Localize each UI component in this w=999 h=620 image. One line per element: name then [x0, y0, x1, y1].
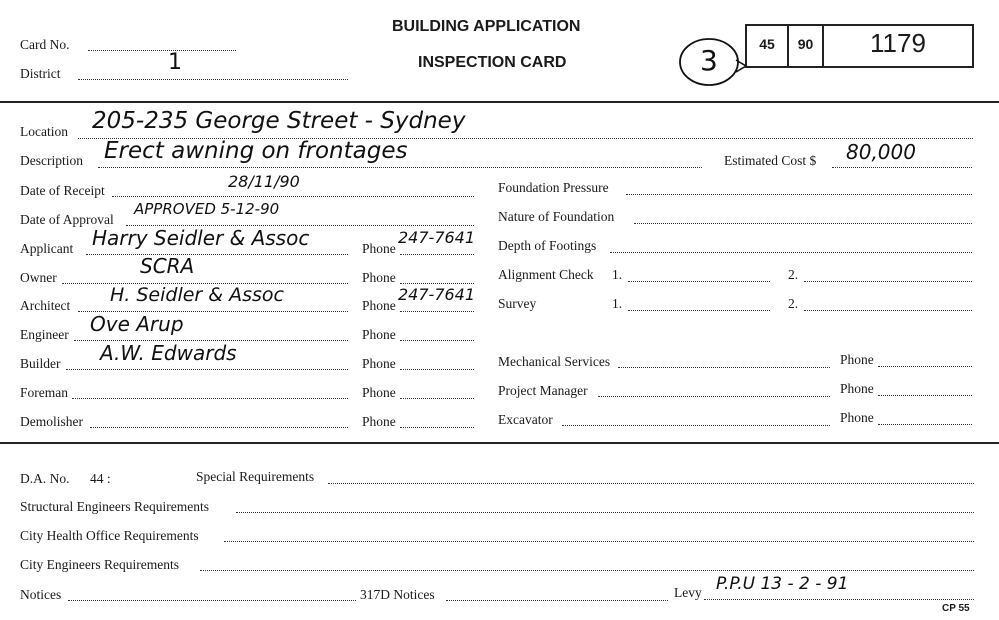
form-code: CP 55 [942, 603, 970, 614]
location-value: 205-235 George Street - Sydney [92, 108, 466, 134]
nature-foundation-label: Nature of Foundation [498, 209, 615, 224]
applicant-value: Harry Seidler & Assoc [92, 226, 310, 250]
applicant-line[interactable] [86, 254, 348, 255]
owner-phone-label: Phone [362, 270, 396, 285]
owner-value: SCRA [140, 254, 195, 278]
excavator-label: Excavator [498, 412, 553, 427]
builder-phone-line[interactable] [400, 369, 474, 370]
demolisher-phone-label: Phone [362, 414, 396, 429]
box-field-b: 90 [797, 36, 814, 52]
nature-foundation-line[interactable] [634, 223, 972, 224]
box-field-a: 45 [759, 36, 775, 52]
demolisher-label: Demolisher [20, 414, 83, 429]
owner-phone-line[interactable] [400, 283, 474, 284]
da-no-label: D.A. No. [20, 471, 70, 486]
survey-2-label: 2. [788, 296, 799, 311]
description-label: Description [20, 153, 83, 168]
applicant-phone-label: Phone [362, 241, 396, 256]
district-label: District [20, 66, 61, 81]
notices-line[interactable] [68, 600, 356, 601]
architect-phone-value: 247-7641 [398, 285, 476, 304]
excavator-phone-line[interactable] [878, 424, 972, 425]
box-card-number: 1179 [870, 28, 926, 58]
card-no-line[interactable] [88, 50, 236, 51]
architect-phone-label: Phone [362, 298, 396, 313]
survey-1-label: 1. [612, 296, 623, 311]
project-manager-label: Project Manager [498, 383, 588, 398]
applicant-phone-line[interactable] [400, 254, 474, 255]
survey-label: Survey [498, 296, 537, 311]
estimated-cost-label: Estimated Cost $ [724, 153, 817, 168]
architect-label: Architect [20, 298, 71, 313]
foreman-label: Foreman [20, 385, 68, 400]
project-manager-phone-label: Phone [840, 381, 874, 396]
circled-number: 3 [700, 44, 718, 77]
engineer-phone-label: Phone [362, 327, 396, 342]
title-line2: INSPECTION CARD [418, 54, 567, 71]
description-value: Erect awning on frontages [104, 138, 408, 164]
structural-label: Structural Engineers Requirements [20, 499, 209, 514]
architect-phone-line[interactable] [400, 311, 474, 312]
foundation-pressure-line[interactable] [626, 194, 972, 195]
foreman-line[interactable] [72, 398, 348, 399]
description-line[interactable] [98, 167, 702, 168]
location-label: Location [20, 124, 68, 139]
alignment-check-1-line[interactable] [628, 281, 770, 282]
city-engineers-line[interactable] [200, 570, 974, 571]
alignment-check-label: Alignment Check [498, 267, 594, 282]
mechanical-services-line[interactable] [618, 367, 830, 368]
notices-label: Notices [20, 587, 62, 602]
owner-label: Owner [20, 270, 57, 285]
health-line[interactable] [224, 541, 974, 542]
notices-317d-line[interactable] [446, 600, 668, 601]
applicant-label: Applicant [20, 241, 74, 256]
city-engineers-label: City Engineers Requirements [20, 557, 179, 572]
box-divider-2 [822, 24, 824, 66]
special-requirements-line[interactable] [328, 483, 974, 484]
foundation-pressure-label: Foundation Pressure [498, 180, 609, 195]
depth-footings-line[interactable] [610, 252, 972, 253]
district-line[interactable] [78, 79, 348, 80]
engineer-phone-line[interactable] [400, 340, 474, 341]
builder-phone-label: Phone [362, 356, 396, 371]
builder-label: Builder [20, 356, 61, 371]
alignment-check-1-label: 1. [612, 267, 623, 282]
depth-footings-label: Depth of Footings [498, 238, 597, 253]
engineer-value: Ove Arup [90, 312, 184, 336]
header-rule [0, 101, 999, 103]
architect-value: H. Seidler & Assoc [110, 284, 284, 306]
alignment-check-2-label: 2. [788, 267, 799, 282]
structural-line[interactable] [236, 512, 974, 513]
levy-value: P.P.U 13 - 2 - 91 [716, 574, 849, 594]
foreman-phone-label: Phone [362, 385, 396, 400]
lower-section-rule [0, 442, 999, 444]
estimated-cost-line[interactable] [832, 167, 972, 168]
mechanical-phone-line[interactable] [878, 366, 972, 367]
health-label: City Health Office Requirements [20, 528, 199, 543]
notices-317d-label: 317D Notices [360, 587, 435, 602]
title-line1: BUILDING APPLICATION [392, 18, 581, 35]
special-requirements-label: Special Requirements [196, 469, 315, 484]
date-receipt-line[interactable] [112, 196, 474, 197]
da-no-value: 44 : [90, 471, 111, 486]
card-no-label: Card No. [20, 37, 70, 52]
mechanical-phone-label: Phone [840, 352, 874, 367]
mechanical-services-label: Mechanical Services [498, 354, 611, 369]
survey-1-line[interactable] [628, 310, 770, 311]
excavator-phone-label: Phone [840, 410, 874, 425]
builder-value: A.W. Edwards [100, 341, 237, 365]
date-approval-value: APPROVED 5-12-90 [134, 200, 280, 218]
excavator-line[interactable] [562, 425, 830, 426]
project-manager-line[interactable] [598, 396, 830, 397]
levy-line[interactable] [704, 599, 974, 600]
demolisher-line[interactable] [90, 427, 348, 428]
foreman-phone-line[interactable] [400, 398, 474, 399]
estimated-cost-value: 80,000 [846, 140, 916, 164]
engineer-label: Engineer [20, 327, 69, 342]
builder-line[interactable] [66, 369, 348, 370]
date-approval-label: Date of Approval [20, 212, 114, 227]
survey-2-line[interactable] [804, 310, 972, 311]
district-value: 1 [168, 50, 182, 75]
applicant-phone-value: 247-7641 [398, 228, 476, 247]
demolisher-phone-line[interactable] [400, 427, 474, 428]
project-manager-phone-line[interactable] [878, 395, 972, 396]
date-receipt-label: Date of Receipt [20, 183, 105, 198]
alignment-check-2-line[interactable] [804, 281, 972, 282]
levy-label: Levy [674, 585, 702, 600]
date-receipt-value: 28/11/90 [228, 172, 300, 191]
